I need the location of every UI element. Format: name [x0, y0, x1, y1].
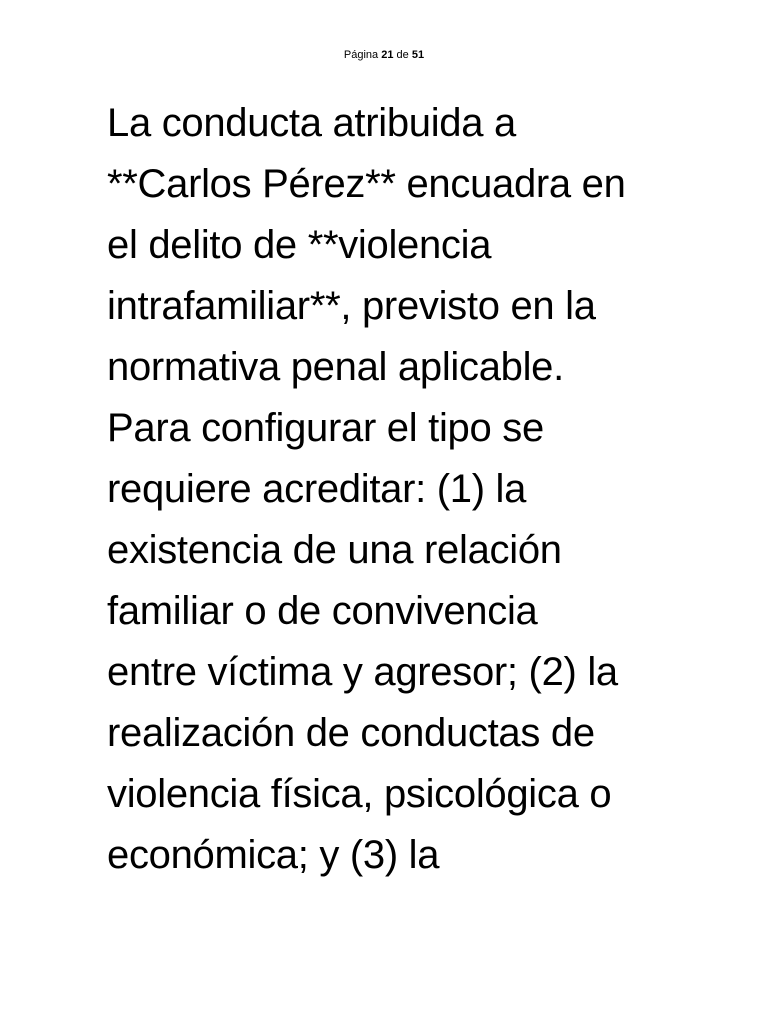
text-line: existencia de una relación — [107, 528, 562, 572]
text-line: requiere acreditar: (1) la — [107, 467, 527, 511]
text-line: económica; y (3) la — [107, 833, 440, 877]
text-line: intrafamiliar**, previsto en la — [107, 284, 596, 328]
text-line: normativa penal aplicable. — [107, 345, 564, 389]
text-line: familiar o de convivencia — [107, 589, 538, 633]
text-line: violencia física, psicológica o — [107, 772, 612, 816]
page-word: Página — [343, 49, 379, 61]
text-line: realización de conductas de — [107, 711, 595, 755]
of-word: de — [396, 49, 409, 61]
text-line: Para configurar el tipo se — [107, 406, 544, 450]
page-number-header — [0, 48, 768, 62]
page-total-number: 51 — [411, 49, 425, 61]
text-line: entre víctima y agresor; (2) la — [107, 650, 618, 694]
body-paragraph — [107, 93, 727, 886]
text-line: el delito de **violencia — [107, 223, 492, 267]
text-line: La conducta atribuida a — [107, 101, 516, 145]
text-line: **Carlos Pérez** encuadra en — [107, 162, 626, 206]
page-current-number: 21 — [381, 49, 394, 61]
